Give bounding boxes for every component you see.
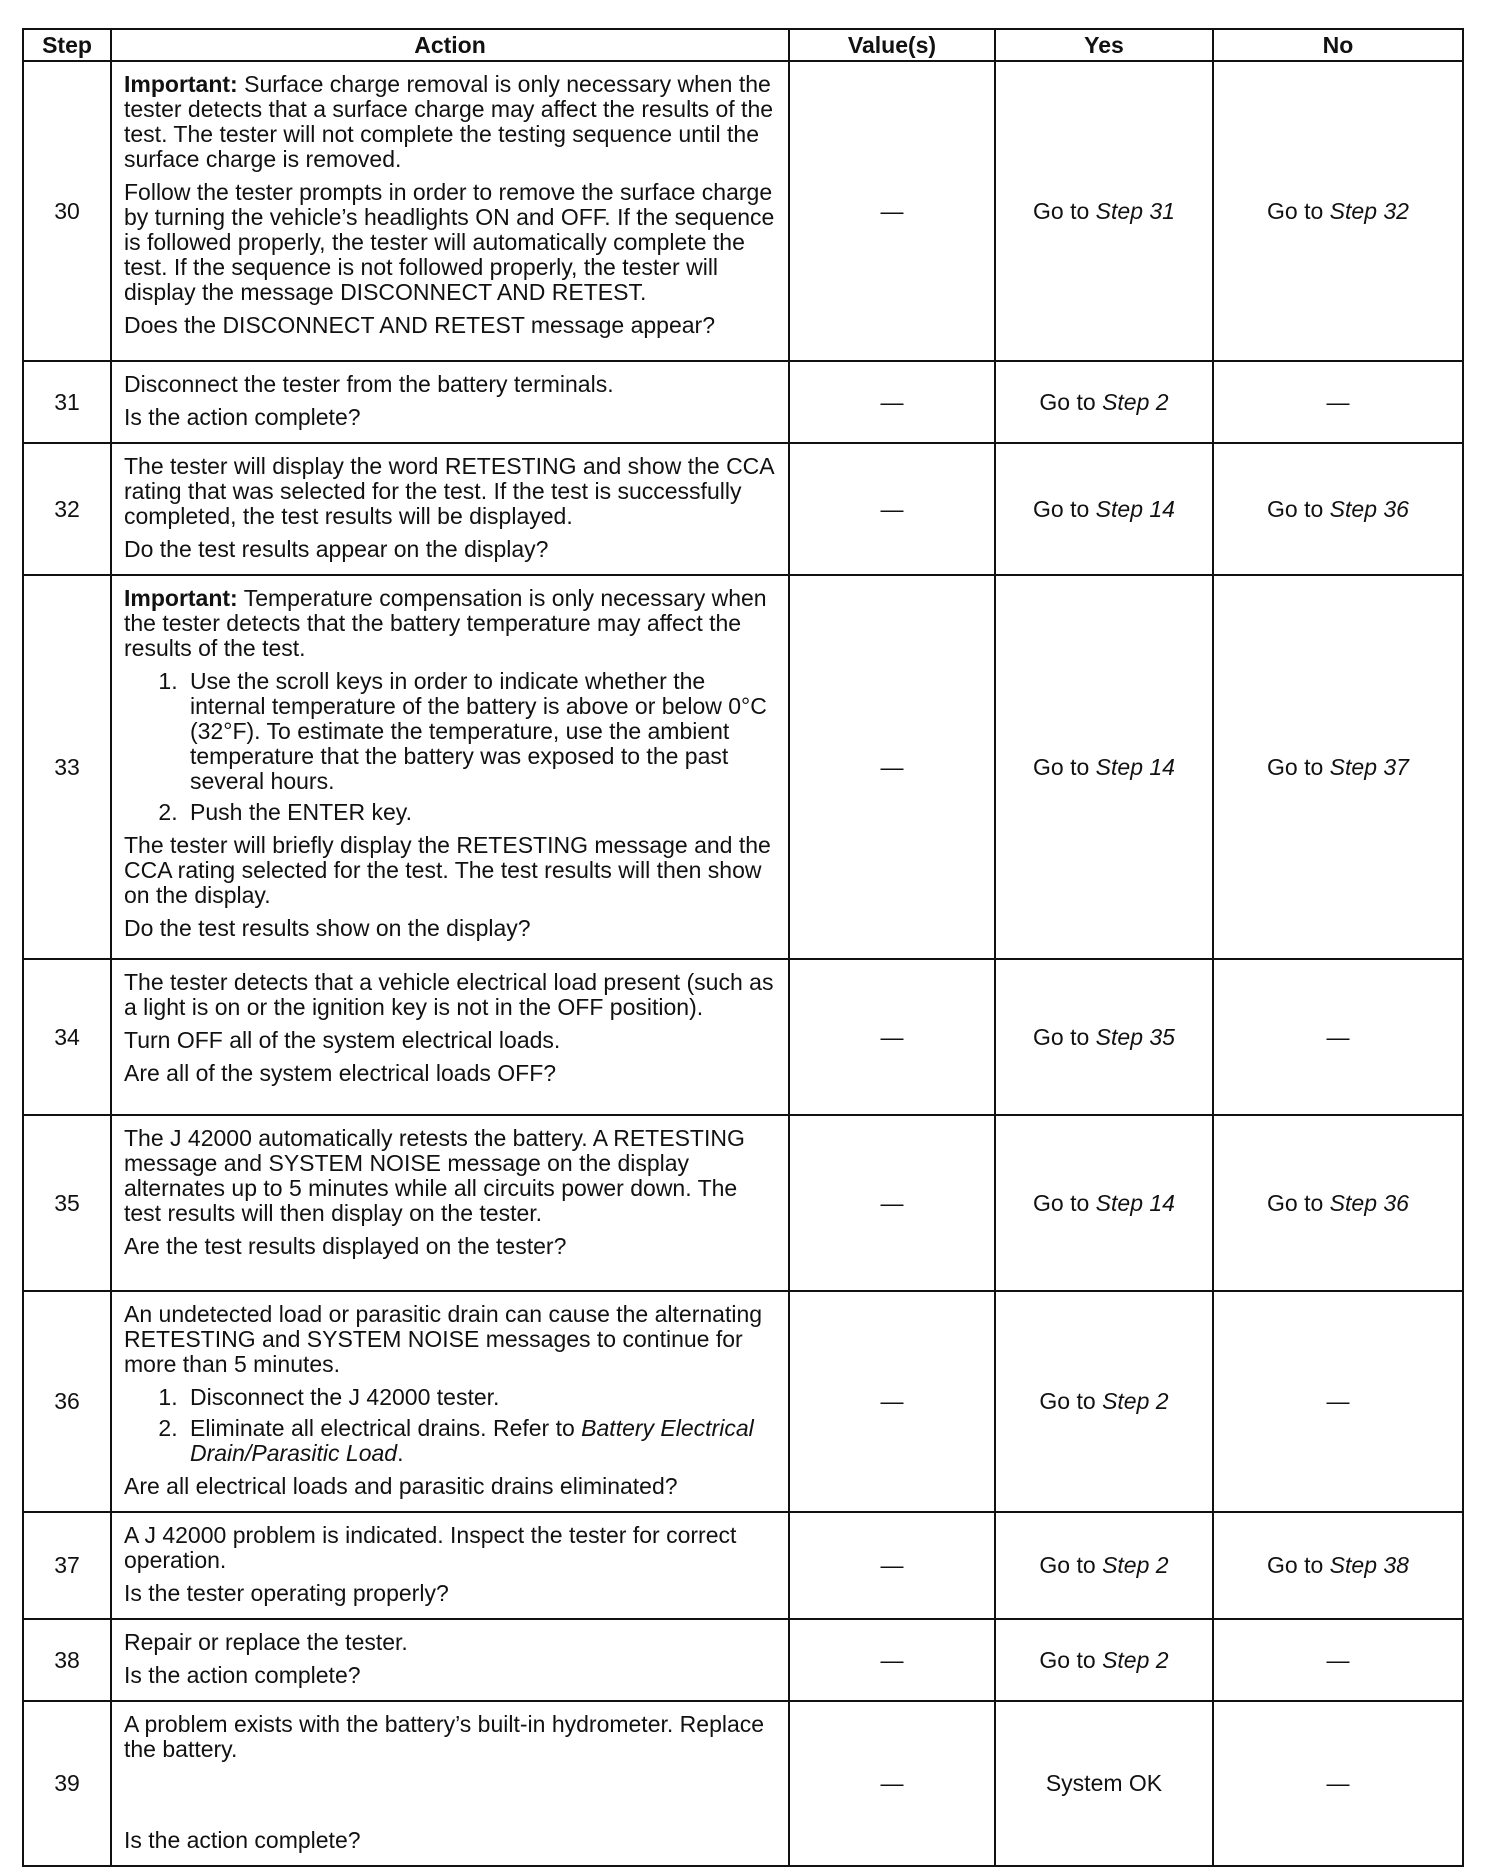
no-step-link[interactable]: Step 37 (1329, 753, 1409, 780)
action-question: Are all of the system electrical loads OFF? (124, 1060, 557, 1086)
table-row (23, 575, 1463, 959)
yes-step-link[interactable]: Step 2 (1102, 388, 1169, 415)
yes-prefix: Go to (1033, 1189, 1096, 1216)
step-number: 35 (23, 1115, 111, 1291)
diagnostic-table (22, 28, 1464, 1867)
action-text: Repair or replace the tester. (124, 1629, 408, 1655)
list-item: 1. Disconnect the J 42000 tester. (184, 1385, 778, 1410)
yes-cell (995, 575, 1213, 959)
step-number: 30 (23, 61, 111, 361)
reference-link[interactable]: Battery Electrical Drain/Parasitic Load (190, 1415, 754, 1466)
yes-prefix: Go to (1039, 1552, 1103, 1578)
no-prefix: Go to (1267, 1189, 1330, 1216)
table-row (23, 361, 1463, 443)
action-question: Is the action complete? (124, 1662, 361, 1688)
header-step: Step (23, 29, 111, 61)
yes-step-link[interactable]: Step 2 (1102, 1388, 1169, 1414)
table-header-row (23, 29, 1463, 61)
step-number: 38 (23, 1619, 111, 1701)
yes-step-link[interactable]: Step 14 (1095, 495, 1175, 522)
step-number: 33 (23, 575, 111, 959)
no-prefix: Go to (1267, 495, 1330, 522)
action-cell (111, 1701, 789, 1866)
action-cell (111, 1291, 789, 1512)
action-text: A problem exists with the battery’s built-in hydrometer. Replace the battery. (124, 1711, 765, 1762)
list-item-text: Eliminate all electrical drains. Refer to (190, 1415, 582, 1441)
action-cell (111, 1115, 789, 1291)
value-cell: — (789, 575, 995, 959)
list-item-period: . (397, 1440, 404, 1466)
important-note (124, 586, 778, 661)
yes-prefix: Go to (1033, 753, 1096, 780)
value-cell: — (789, 61, 995, 361)
no-cell: — (1213, 1701, 1463, 1866)
yes-cell (995, 1512, 1213, 1619)
blank-space (124, 1770, 778, 1828)
step-number: 36 (23, 1291, 111, 1512)
yes-prefix: Go to (1039, 388, 1103, 415)
no-step-link[interactable]: Step 36 (1329, 495, 1409, 522)
yes-cell (995, 1619, 1213, 1701)
yes-cell (995, 443, 1213, 575)
action-cell (111, 443, 789, 575)
list-item (184, 1416, 778, 1466)
no-cell (1213, 61, 1463, 361)
list-item: 2. Push the ENTER key. (184, 800, 778, 825)
action-cell (111, 61, 789, 361)
header-yes: Yes (995, 29, 1213, 61)
step-number: 39 (23, 1701, 111, 1866)
yes-cell (995, 959, 1213, 1115)
table-row (23, 1115, 1463, 1291)
yes-prefix: Go to (1039, 1388, 1103, 1414)
no-cell: — (1213, 361, 1463, 443)
action-question: Do the test results show on the display? (124, 915, 531, 941)
value-cell: — (789, 443, 995, 575)
table-row (23, 1619, 1463, 1701)
yes-prefix: Go to (1039, 1646, 1103, 1673)
step-number: 37 (23, 1512, 111, 1619)
diagnostic-table-page (22, 28, 1462, 1867)
table-row (23, 1512, 1463, 1619)
yes-cell (995, 61, 1213, 361)
header-no: No (1213, 29, 1463, 61)
yes-prefix: Go to (1033, 197, 1096, 224)
no-cell (1213, 1512, 1463, 1619)
numbered-list (124, 669, 778, 825)
header-action: Action (111, 29, 789, 61)
yes-step-link[interactable]: Step 31 (1095, 197, 1175, 224)
action-text: The tester detects that a vehicle electrical load present (such as a light is on or the ignition key is not in the OFF position). (124, 969, 774, 1020)
yes-step-link[interactable]: Step 2 (1102, 1646, 1169, 1673)
value-cell: — (789, 1115, 995, 1291)
step-number: 34 (23, 959, 111, 1115)
no-prefix: Go to (1267, 197, 1330, 224)
no-cell: — (1213, 1619, 1463, 1701)
no-cell (1213, 575, 1463, 959)
yes-step-link[interactable]: Step 35 (1095, 1023, 1175, 1050)
yes-step-link[interactable]: Step 14 (1095, 1189, 1175, 1216)
no-prefix: Go to (1267, 753, 1330, 780)
no-cell: — (1213, 1291, 1463, 1512)
yes-cell (995, 1115, 1213, 1291)
header-values: Value(s) (789, 29, 995, 61)
value-cell: — (789, 1291, 995, 1512)
action-text: An undetected load or parasitic drain can cause the alternating RETESTING and SYSTEM NOISE messages to continue for more than 5 minutes. (124, 1301, 763, 1377)
no-prefix: Go to (1267, 1552, 1330, 1578)
yes-cell: System OK (995, 1701, 1213, 1866)
important-note (124, 72, 778, 172)
value-cell: — (789, 1619, 995, 1701)
action-question: Do the test results appear on the display? (124, 536, 549, 562)
table-row (23, 1701, 1463, 1866)
step-number: 32 (23, 443, 111, 575)
no-step-link[interactable]: Step 38 (1329, 1552, 1409, 1578)
action-text: A J 42000 problem is indicated. Inspect the tester for correct operation. (124, 1522, 737, 1573)
no-step-link[interactable]: Step 36 (1329, 1189, 1409, 1216)
table-row (23, 1291, 1463, 1512)
action-question: Is the action complete? (124, 1827, 361, 1853)
no-step-link[interactable]: Step 32 (1329, 197, 1409, 224)
action-question: Is the tester operating properly? (124, 1580, 449, 1606)
no-cell (1213, 1115, 1463, 1291)
action-question: Does the DISCONNECT AND RETEST message appear? (124, 312, 715, 338)
action-text: Disconnect the tester from the battery terminals. (124, 371, 614, 397)
action-cell (111, 361, 789, 443)
yes-step-link[interactable]: Step 14 (1095, 753, 1175, 780)
table-row (23, 61, 1463, 361)
value-cell: — (789, 1512, 995, 1619)
yes-cell (995, 1291, 1213, 1512)
action-cell (111, 575, 789, 959)
action-text: The J 42000 automatically retests the battery. A RETESTING message and SYSTEM NOISE message on the display alternates up to 5 minutes while all circuits power down. The test results will then display on the tester. (124, 1125, 745, 1226)
action-question: Is the action complete? (124, 404, 361, 430)
table-row (23, 959, 1463, 1115)
action-text: The tester will display the word RETESTING and show the CCA rating that was selected for the test. If the test is successfully completed, the test results will be displayed. (124, 453, 774, 529)
important-text: Temperature compensation is only necessary when the tester detects that the battery temperature may affect the results of the test. (124, 585, 767, 661)
yes-step-link[interactable]: Step 2 (1102, 1552, 1169, 1578)
yes-prefix: Go to (1033, 495, 1096, 522)
action-cell (111, 1619, 789, 1701)
no-cell (1213, 443, 1463, 575)
important-label: Important: (124, 585, 238, 611)
yes-prefix: Go to (1033, 1023, 1096, 1050)
table-row (23, 443, 1463, 575)
step-number: 31 (23, 361, 111, 443)
action-question: Are the test results displayed on the tester? (124, 1233, 567, 1259)
value-cell: — (789, 1701, 995, 1866)
important-text: Surface charge removal is only necessary when the tester detects that a surface charge may affect the results of the test. The tester will not complete the testing sequence until the surface charge is removed. (124, 71, 774, 172)
numbered-list (124, 1385, 778, 1466)
list-item: 1. Use the scroll keys in order to indicate whether the internal temperature of the battery is above or below 0°C (32°F). To estimate the temperature, use the ambient temperature that the battery was exposed to the past several hours. (184, 669, 778, 794)
action-cell (111, 959, 789, 1115)
yes-cell (995, 361, 1213, 443)
value-cell: — (789, 361, 995, 443)
action-text: Follow the tester prompts in order to remove the surface charge by turning the vehicle’s headlights ON and OFF. If the sequence is followed properly, the tester will automatically complete the test. If the sequence is not followed properly, the tester will display the message DISCONNECT AND RETEST. (124, 179, 775, 305)
action-cell (111, 1512, 789, 1619)
value-cell: — (789, 959, 995, 1115)
important-label: Important: (124, 71, 238, 97)
action-question: Are all electrical loads and parasitic drains eliminated? (124, 1473, 678, 1499)
no-cell: — (1213, 959, 1463, 1115)
action-text: Turn OFF all of the system electrical loads. (124, 1027, 561, 1053)
action-text: The tester will briefly display the RETESTING message and the CCA rating selected for the test. The test results will then show on the display. (124, 832, 771, 908)
